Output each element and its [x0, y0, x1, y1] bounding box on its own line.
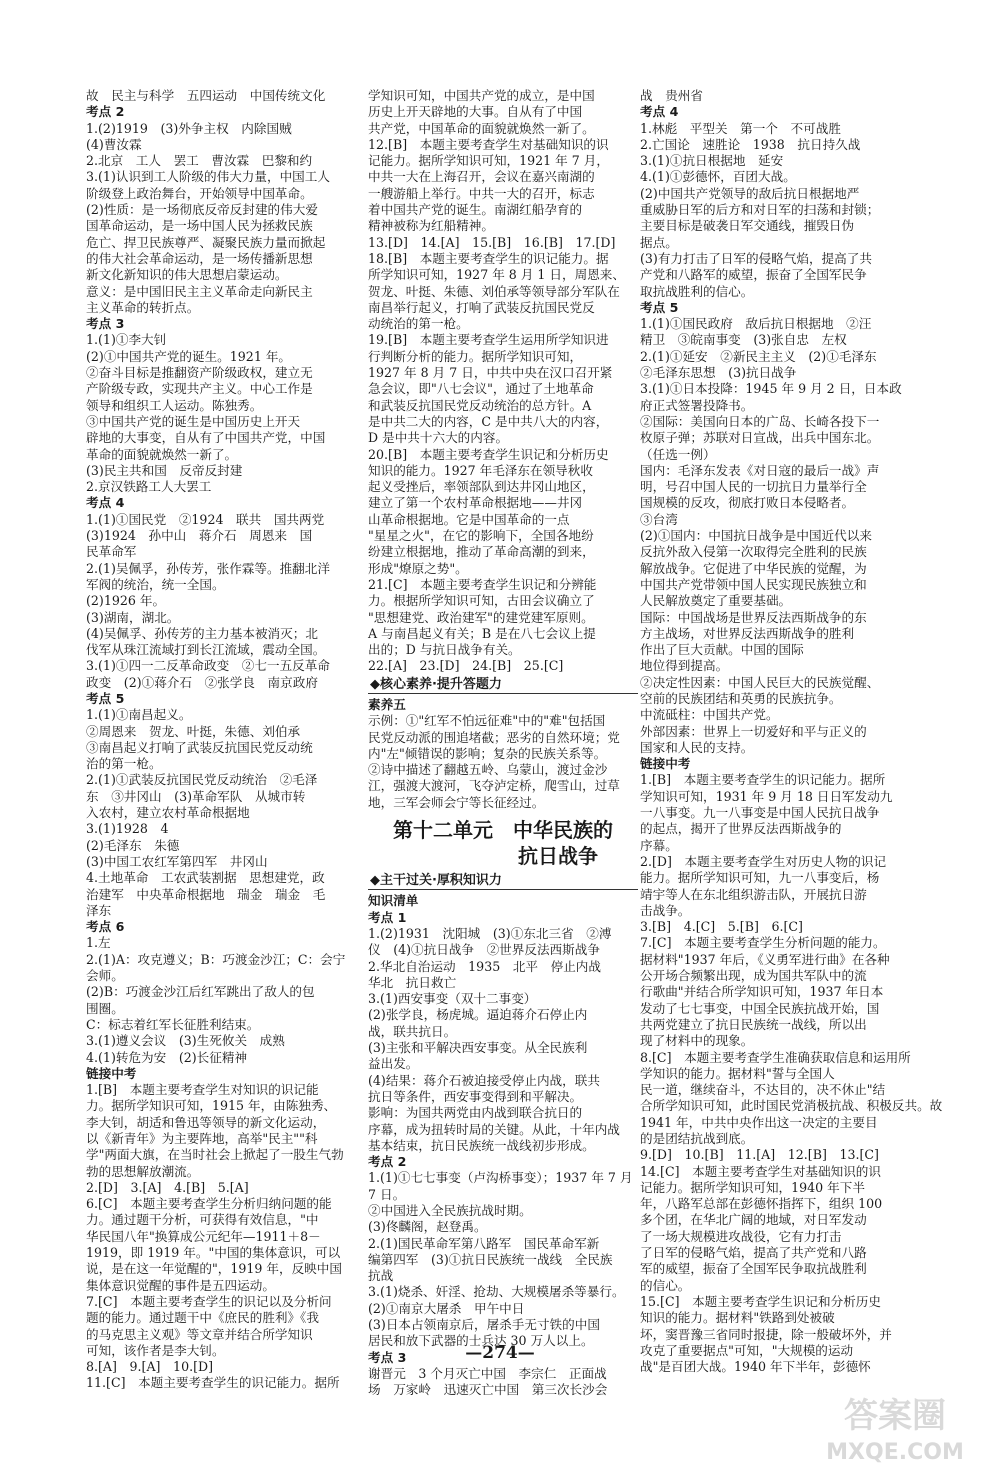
text-line: 府正式签署投降书。	[640, 397, 754, 413]
text-line: 力。通过题干分析，可获得有效信息，"中	[86, 1212, 319, 1228]
text-line: 动统治的第一枪。	[368, 316, 469, 332]
text-line: (3)有力打击了日军的侵略气焰，提高了共	[640, 250, 872, 266]
text-line: 7.[C] 本题主要考查学生分析问题的能力。	[640, 935, 886, 951]
text-line: 9.[D] 10.[B] 11.[A] 12.[B] 13.[C]	[640, 1147, 879, 1163]
text-line: 主义革命的转折点。	[86, 299, 200, 315]
text-line: 产阶级专政，实现共产主义。中心工作是	[86, 381, 313, 397]
text-line: "思想建党、政治建军"的建党建军原则。	[368, 609, 594, 625]
text-line: 学知识可知，1931 年 9 月 18 日日军发动九	[640, 788, 893, 804]
text-line: 建立了第一个农村革命根据地——井冈	[368, 495, 583, 511]
text-line: 1.(1)①国民党 ②1924 联共 国共两党	[86, 511, 325, 527]
text-line: 坏，窦晋豫三省同时报捷，除一般破坏外，并	[640, 1326, 892, 1342]
text-line: 一艘游船上举行。中共一大的召开，标志	[368, 185, 595, 201]
text-line: （任选一例）	[640, 446, 716, 462]
text-line: 6.[C] 本题主要考查学生分析归纳问题的能	[86, 1196, 332, 1212]
text-line: 所学知识可知，1927 年 8 月 1 日，周恩来、	[368, 267, 625, 283]
text-line: 击战争。	[640, 902, 691, 918]
text-line: 战"是百团大战。1940 年下半年，彭德怀	[640, 1359, 871, 1375]
text-line: 了一场大规模进攻战役，它有力打击	[640, 1228, 842, 1244]
text-line: 仪 (4)①抗日战争 ②世界反法西斯战争	[368, 942, 600, 958]
text-line: 8.[C] 本题主要考查学生准确获取信息和运用所	[640, 1049, 911, 1065]
text-line: 民革命军	[86, 544, 137, 560]
section-heading: 考点 3	[368, 1349, 407, 1365]
text-line: 3.(1)认识到工人阶级的伟大力量，中国工人	[86, 169, 330, 185]
text-line: 枚原子弹；苏联对日宣战，出兵中国东北。	[640, 430, 880, 446]
text-line: 军阀的统治，统一全国。	[86, 576, 225, 592]
section-heading: 素养五	[368, 696, 406, 712]
text-line: (2)张学良，杨虎城。逼迫蒋介石停止内	[368, 1007, 588, 1023]
section-heading: 考点 5	[640, 299, 679, 315]
text-line: 题的能力。通过题干中《庶民的胜利》《我	[86, 1310, 319, 1326]
text-line: 中流砥柱：中国共产党。	[640, 707, 779, 723]
text-line: 2.(1)吴佩孚，孙传芳，张作霖等。推翻北洋	[86, 560, 330, 576]
text-line: ③中国共产党的诞生是中国历史上开天	[86, 413, 301, 429]
section-heading: 考点 2	[368, 1154, 407, 1170]
text-line: 知识的能力。1927 年毛泽东在领导秋收	[368, 462, 593, 478]
text-line: 15.[C] 本题主要考查学生识记和分析历史	[640, 1293, 881, 1309]
text-line: 2.亡国论 速胜论 1938 抗日持久战	[640, 136, 861, 152]
text-line: 国际：中国战场是世界反法西斯战争的东	[640, 609, 867, 625]
text-line: 1.[B] 本题主要考查学生的识记能力。据所	[640, 772, 886, 788]
text-line: 的是团结抗战到底。	[640, 1131, 754, 1146]
text-line: 据点。	[640, 234, 678, 250]
text-line: (3)1924 孙中山 蒋介石 周恩来 国	[86, 528, 313, 544]
text-line: 纷建立根据地，推动了革命高潮的到来，	[368, 544, 595, 560]
text-line: 学知识可知，中国共产党的成立，是中国	[368, 88, 595, 103]
text-line: C：标志着红军长征胜利结束。	[86, 1016, 260, 1032]
text-line: 2.北京 工人 罢工 曹汝霖 巴黎和约	[86, 153, 313, 169]
text-line: ②周恩来 贺龙、叶挺，朱德、刘伯承	[86, 723, 301, 739]
text-line: 治建军 中央革命根据地 瑞金 瑞金 毛	[86, 886, 326, 902]
text-line: 会师。	[86, 968, 124, 984]
text-line: (4)吴佩孚、孙传芳的主力基本被消灭；北	[86, 625, 318, 641]
text-line: 3.(1)①日本投降：1945 年 9 月 2 日，日本政	[640, 381, 902, 397]
text-line: ②诗中描述了翻越五岭、乌蒙山，渡过金沙	[368, 762, 608, 778]
unit-title-line1: 第十二单元 中华民族的	[393, 818, 613, 843]
text-line: ②奋斗目标是推翻资产阶级政权，建立无	[86, 365, 313, 381]
section-heading: 知识清单	[368, 893, 419, 909]
text-line: (2)1926 年。	[86, 593, 166, 609]
text-line: 以《新青年》为主要阵地，高举"民主""科	[86, 1131, 318, 1146]
section-heading: 链接中考	[86, 1065, 137, 1081]
section-heading: 考点 2	[86, 104, 125, 120]
text-line: (3)日本占领南京后，屠杀手无寸铁的中国	[368, 1317, 600, 1333]
text-line: 3.(1)①抗日根据地 延安	[640, 153, 784, 169]
text-line: 1.(1)①国民政府 敌后抗日根据地 ②汪	[640, 316, 872, 332]
svg-text:MXQE.COM: MXQE.COM	[826, 1440, 964, 1465]
text-line: 国内：毛泽东发表《对日寇的最后一战》声	[640, 462, 880, 478]
text-line: 靖宇等人在东北组织游击队，开展抗日游	[640, 886, 867, 902]
text-line: 现了材料中的现象。	[640, 1033, 754, 1049]
text-line: 场 万家岭 迅速灭亡中国 第三次长沙会	[368, 1382, 608, 1398]
text-line: 作出了巨大贡献。中国的国际	[640, 642, 804, 658]
text-line: (2)毛泽东 朱德	[86, 837, 180, 853]
text-line: 1.(2)1919 (3)外争主权 内除国贼	[86, 120, 292, 136]
text-line: 解放战争。它促进了中华民族的觉醒，为	[640, 560, 867, 576]
text-line: 贺龙、叶挺、朱德、刘伯承等领导部分军队在	[368, 283, 620, 299]
text-line: (4)曹汝霖	[86, 136, 142, 152]
column-middle	[368, 88, 638, 1399]
text-line: 故 民主与科学 五四运动 中国传统文化	[86, 88, 326, 103]
text-line: (3)主张和平解决西安事变。从全民族利	[368, 1040, 588, 1056]
text-line: 14.[C] 本题主要考查学生对基础知识的识	[640, 1163, 881, 1179]
text-line: 22.[A] 23.[D] 24.[B] 25.[C]	[368, 658, 564, 674]
text-line: 3.[B] 4.[C] 5.[B] 6.[C]	[640, 919, 803, 935]
text-line: 东 ③井冈山 (3)革命军队 从城市转	[86, 788, 306, 804]
section-heading: 考点 4	[640, 104, 679, 120]
text-line: 1927 年 8 月 7 日，中共中央在汉口召开紧	[368, 365, 613, 381]
text-line: 1.[B] 本题主要考查学生对知识的识记能	[86, 1082, 319, 1098]
text-line: 南昌举行起义，打响了武装反抗国民党反	[368, 299, 595, 315]
text-line: 是中共二大的内容，C 是中共八大的内容，	[368, 413, 609, 429]
text-line: ②中国进入全民族抗战时期。	[368, 1203, 532, 1218]
text-line: 3.(1)①四一二反革命政变 ②七一五反革命	[86, 658, 330, 674]
text-line: 说，是在这一年觉醒的"，1919 年，反映中国	[86, 1261, 342, 1277]
text-line: 能力。据所学知识可知，九一八事变后，杨	[640, 870, 880, 886]
text-line: 2.(1)A：攻克遵义；B：巧渡金沙江；C：会宁	[86, 951, 346, 967]
text-line: D 是中共十六大的内容。	[368, 430, 509, 446]
text-line: 共两党建立了抗日民族统一战线，所以出	[640, 1016, 867, 1032]
text-line: 李大钊，胡适和鲁迅等领导的新文化运动，	[86, 1114, 326, 1130]
text-line: 1.左	[86, 935, 111, 951]
text-line: 明，号召中国人民的一切抗日力量举行全	[640, 479, 867, 495]
text-line: 革命的面貌就焕然一新了。	[86, 446, 238, 462]
text-line: 攻克了重要据点"可知，"大规模的运动	[640, 1342, 854, 1358]
text-line: 1941 年，中共中央作出这一决定的主要目	[640, 1114, 878, 1130]
text-line: 7.[C] 本题主要考查学生的识记以及分析问	[86, 1293, 332, 1309]
text-line: 空前的民族团结和英勇的民族抗争。	[640, 690, 842, 706]
text-line: 危亡、捍卫民族尊严、凝聚民族力量而掀起	[86, 234, 326, 250]
page-number: —274—	[465, 1343, 535, 1363]
text-line: 主要目标是破袭日军交通线，摧毁日伪	[640, 218, 855, 234]
text-line: 和武装反抗国民党反动统治的总方针。A	[368, 397, 592, 413]
text-line: 13.[D] 14.[A] 15.[B] 16.[B] 17.[D]	[368, 234, 616, 250]
text-line: 抗战	[368, 1268, 394, 1284]
text-line: 国规模的反攻，彻底打败日本侵略者。	[640, 495, 855, 511]
text-line: 战，联共抗日。	[368, 1023, 457, 1039]
text-line: 勃的思想解放潮流。	[86, 1163, 200, 1179]
text-line: (2)B：巧渡金沙江后红军跳出了敌人的包	[86, 984, 315, 1000]
text-line: 12.[B] 本题主要考查学生对基础知识的识	[368, 136, 609, 152]
text-line: 3.(1)遵义会议 (3)生死攸关 成熟	[86, 1033, 285, 1049]
text-line: 取抗战胜利的信心。	[640, 283, 754, 299]
text-line: (4)结果：蒋介石被迫接受停止内战，联共	[368, 1072, 600, 1088]
text-line: 19.[B] 本题主要考查学生运用所学知识进	[368, 332, 609, 348]
text-line: (2)①南京大屠杀 甲午中日	[368, 1300, 525, 1316]
text-line: 反抗外敌入侵第一次取得完全胜利的民族	[640, 544, 867, 560]
text-line: 3.(1)1928 4	[86, 821, 169, 837]
text-line: ③南昌起义打响了武装反抗国民党反动统	[86, 739, 313, 755]
text-line: 2.[D] 本题主要考查学生对历史人物的识记	[640, 853, 887, 869]
text-line: 中国共产党带领中国人民实现民族独立和	[640, 576, 867, 592]
text-line: 益出发。	[368, 1056, 419, 1072]
text-line: 序幕。	[640, 837, 678, 853]
text-line: 辟地的大事变，自从有了中国共产党，中国	[86, 430, 326, 446]
text-line: 集体意识觉醒的事件是五四运动。	[86, 1277, 275, 1293]
text-line: 11.[C] 本题主要考查学生的识记能力。据所	[86, 1375, 340, 1391]
text-line: (2)性质：是一场彻底反帝反封建的伟大爱	[86, 202, 318, 218]
text-line: 21.[C] 本题主要考查学生识记和分辨能	[368, 576, 597, 592]
text-line: 地，三军会师会宁等长征经过。	[368, 794, 545, 810]
text-line: 方主战场，对世界反法西斯战争的胜利	[640, 625, 855, 641]
text-line: 年，八路军总部在彭德怀指挥下，组织 100	[640, 1196, 883, 1212]
text-line: 伐军从珠江流域打到长江流域，震动全国。	[86, 642, 326, 658]
text-line: 序幕，成为扭转时局的关键。从此，十年内战	[368, 1121, 620, 1137]
text-line: 的信心。	[640, 1277, 691, 1293]
text-line: (3)佟麟阁，赵登禹。	[368, 1219, 487, 1235]
text-line: 精卫 ③皖南事变 (3)张自忠 左权	[640, 332, 847, 348]
text-line: 知识的能力。据材料"铁路到处被破	[640, 1310, 835, 1326]
section-heading: 考点 4	[86, 495, 125, 511]
text-line: 2.(1)国民革命军第八路军 国民革命军新	[368, 1235, 600, 1251]
text-line: 民党反动派的围追堵截；恶劣的自然环境；党	[368, 729, 620, 745]
text-line: 围圈。	[86, 1000, 124, 1016]
text-line: 居民和放下武器的士兵达 30 万人以上。	[368, 1333, 594, 1349]
text-line: 18.[B] 本题主要考查学生的识记能力。据	[368, 250, 609, 266]
text-line: 记能力。据所学知识可知，1940 年下半	[640, 1179, 865, 1195]
text-line: 行判断分析的能力。据所学知识可知，	[368, 348, 583, 364]
text-line: 2.京汉铁路工人大罢工	[86, 479, 212, 495]
text-line: 7 日。	[368, 1186, 406, 1202]
text-line: (3)民主共和国 反帝反封建	[86, 462, 243, 478]
text-line: 新文化新知识的伟大思想启蒙运动。	[86, 267, 288, 283]
text-line: 编第四军 (3)①抗日民族统一战线 全民族	[368, 1251, 613, 1267]
text-line: 4.土地革命 工农武装割据 思想建党，政	[86, 870, 325, 886]
text-line: 可知，该作者是李大钊。	[86, 1342, 225, 1358]
column-left	[86, 88, 368, 1392]
text-line: 力。根据所学知识可知，古田会议确立了	[368, 593, 595, 609]
text-line: 据材料"1937 年后，《义勇军进行曲》在各种	[640, 951, 890, 967]
text-line: 学知识的能力。据材料"誓与全国人	[640, 1065, 835, 1081]
text-line: 地位得到提高。	[640, 658, 729, 674]
text-line: 2.(1)①延安 ②新民主主义 (2)①毛泽东	[640, 348, 877, 364]
text-line: 人民解放奠定了重要基础。	[640, 593, 792, 609]
text-line: 记能力。据所学知识可知，1921 年 7 月，	[368, 153, 609, 169]
text-line: 外部因素：世界上一切爱好和平与正义的	[640, 723, 867, 739]
text-line: 抗日等条件，西安事变得到和平解决。	[368, 1088, 583, 1104]
text-line: 华民国八年"换算成公元纪年—1911＋8－	[86, 1228, 321, 1244]
section-heading: 链接中考	[640, 756, 691, 772]
text-line: 公开场合频繁出现，成为国共军队中的流	[640, 968, 867, 984]
text-line: 1.林彪 平型关 第一个 不可战胜	[640, 120, 841, 136]
text-line: 江，强渡大渡河，飞夺泸定桥，爬雪山，过草	[368, 778, 620, 794]
text-line: 1.(1)①七七事变（卢沟桥事变）；1937 年 7 月	[368, 1170, 633, 1186]
text-line: 历史上开天辟地的大事。自从有了中国	[368, 104, 583, 120]
text-line: (2)①中国共产党的诞生。1921 年。	[86, 348, 292, 364]
section-heading: 考点 1	[368, 909, 407, 925]
text-line: 精神被称为红船精神。	[368, 218, 494, 234]
text-line: 急会议，即"八七会议"，通过了土地革命	[368, 381, 594, 397]
text-line: A 与南昌起义有关；B 是在八七会议上提	[368, 625, 596, 641]
section-heading: 考点 3	[86, 316, 125, 332]
text-line: 政变 (2)①蒋介石 ②张学良 南京政府	[86, 674, 318, 690]
text-line: 4.(1)①彭德怀，百团大战。	[640, 169, 796, 185]
text-line: 共产党，中国革命的面貌就焕然一新了。	[368, 120, 595, 136]
text-line: 多个团，在华北广阔的地域，对日军发动	[640, 1212, 867, 1228]
text-line: 的伟大社会革命运动，是一场传播新思想	[86, 250, 313, 266]
text-line: 2.华北自治运动 1935 北平 停止内战	[368, 958, 601, 974]
text-line: 力。据所学知识可知，1915 年，由陈独秀、	[86, 1098, 337, 1114]
text-line: 着中国共产党的诞生。南湖红船孕育的	[368, 202, 583, 218]
text-line: 治的第一枪。	[86, 756, 162, 772]
text-line: 1.(2)1931 沈阳城 (3)①东北三省 ②溥	[368, 925, 612, 941]
text-line: 谢晋元 3 个月灭亡中国 李宗仁 正面战	[368, 1365, 607, 1381]
section-banner: ◆主干过关·厚积知识力	[368, 873, 638, 890]
text-line: ②国际：美国向日本的广岛、长崎各投下一	[640, 413, 880, 429]
text-line: 出的；D 与抗日战争有关。	[368, 642, 521, 658]
text-line: 民一道，继续奋斗，不达目的，决不休止"结	[640, 1082, 886, 1098]
unit-title-line2: 抗日战争	[518, 844, 598, 869]
text-line: 8.[A] 9.[A] 10.[D]	[86, 1359, 214, 1375]
text-line: 山革命根据地。它是中国革命的一点	[368, 511, 570, 527]
text-line: 1.(1)①李大钊	[86, 332, 167, 348]
text-line: ②毛泽东思想 (3)抗日战争	[640, 365, 797, 381]
text-line: 国家和人民的支持。	[640, 739, 754, 755]
watermark-logo	[800, 1385, 990, 1465]
text-line: 3.(1)烧杀、奸淫、抢劫、大规模屠杀等暴行。	[368, 1284, 625, 1300]
text-line: 华北 抗日救亡	[368, 974, 457, 990]
text-line: 一八事变。九一八事变是中国人民抗日战争	[640, 805, 880, 821]
text-line: 意义：是中国旧民主主义革命走向新民主	[86, 283, 313, 299]
text-line: 20.[B] 本题主要考查学生识记和分析历史	[368, 446, 609, 462]
unit-title	[368, 817, 638, 869]
text-line: 影响：为国共两党由内战到联合抗日的	[368, 1105, 583, 1121]
text-line: 1.(1)①南昌起义。	[86, 707, 192, 723]
text-line: 泽东	[86, 902, 112, 918]
text-line: 基本结束，抗日民族统一战线初步形成。	[368, 1137, 595, 1153]
section-heading: 考点 5	[86, 690, 125, 706]
text-line: 的马克思主义观》等文章并结合所学知识	[86, 1326, 313, 1342]
text-line: 了日军的侵略气焰，提高了共产党和八路	[640, 1245, 867, 1261]
column-right	[640, 88, 943, 1375]
text-line: 起义受挫后，率领部队到达井冈山地区，	[368, 479, 595, 495]
text-line: 学"两面大旗，在当时社会上掀起了一股生气勃	[86, 1147, 344, 1163]
text-line: 入农村，建立农村革命根据地	[86, 805, 250, 821]
svg-text:答案圈: 答案圈	[844, 1396, 946, 1436]
text-line: ③台湾	[640, 511, 678, 527]
text-line: 1919，即 1919 年。"中国的集体意识，可以	[86, 1245, 341, 1261]
text-line: 产党和八路军的威望，振奋了全国军民争	[640, 267, 867, 283]
text-line: 行歌曲"并结合所学知识可知，1937 年日本	[640, 984, 884, 1000]
section-heading: 考点 6	[86, 919, 125, 935]
text-line: 内"左"倾错误的影响；复杂的民族关系等。	[368, 745, 607, 761]
text-line: 阶级登上政治舞台，开始领导中国革命。	[86, 185, 313, 201]
text-line: 军的威望，振奋了全国军民争取抗战胜利	[640, 1261, 867, 1277]
text-line: 2.(1)①武装反抗国民党反动统治 ②毛泽	[86, 772, 318, 788]
text-line: 中共一大在上海召开，会议在嘉兴南湖的	[368, 169, 595, 185]
text-line: 的起点，揭开了世界反法西斯战争的	[640, 821, 842, 837]
text-line: 国革命运动，是一场中国人民为拯救民族	[86, 218, 313, 234]
text-line: 发动了七七事变，中国全民族抗战开始，国	[640, 1000, 880, 1016]
text-line: 重威胁日军的后方和对日军的扫荡和封锁；	[640, 202, 880, 218]
text-line: 3.(1)西安事变（双十二事变）	[368, 991, 537, 1007]
text-line: 形成"燎原之势"。	[368, 560, 468, 576]
text-line: 领导和组织工人运动。陈独秀。	[86, 397, 263, 413]
section-banner: ◆核心素养·提升答题力	[368, 677, 638, 694]
text-line: 4.(1)转危为安 (2)长征精神	[86, 1049, 248, 1065]
text-line: ②决定性因素：中国人民巨大的民族觉醒、	[640, 674, 880, 690]
text-line: "星星之火"，在它的影响下，全国各地纷	[368, 528, 594, 544]
text-line: 2.[D] 3.[A] 4.[B] 5.[A]	[86, 1179, 249, 1195]
text-line: 合所学知识可知，此时国民党消极抗战、积极反共。故	[640, 1098, 943, 1114]
text-line: 战 贵州省	[640, 88, 703, 103]
text-line: (2)中国共产党领导的敌后抗日根据地严	[640, 185, 860, 201]
text-line: (2)①国内：中国抗日战争是中国近代以来	[640, 528, 872, 544]
text-line: (3)中国工农红军第四军 井冈山	[86, 853, 268, 869]
text-line: 示例：①"红军不怕远征难"中的"难"包括国	[368, 713, 606, 729]
text-line: (3)湖南，湖北。	[86, 609, 180, 625]
